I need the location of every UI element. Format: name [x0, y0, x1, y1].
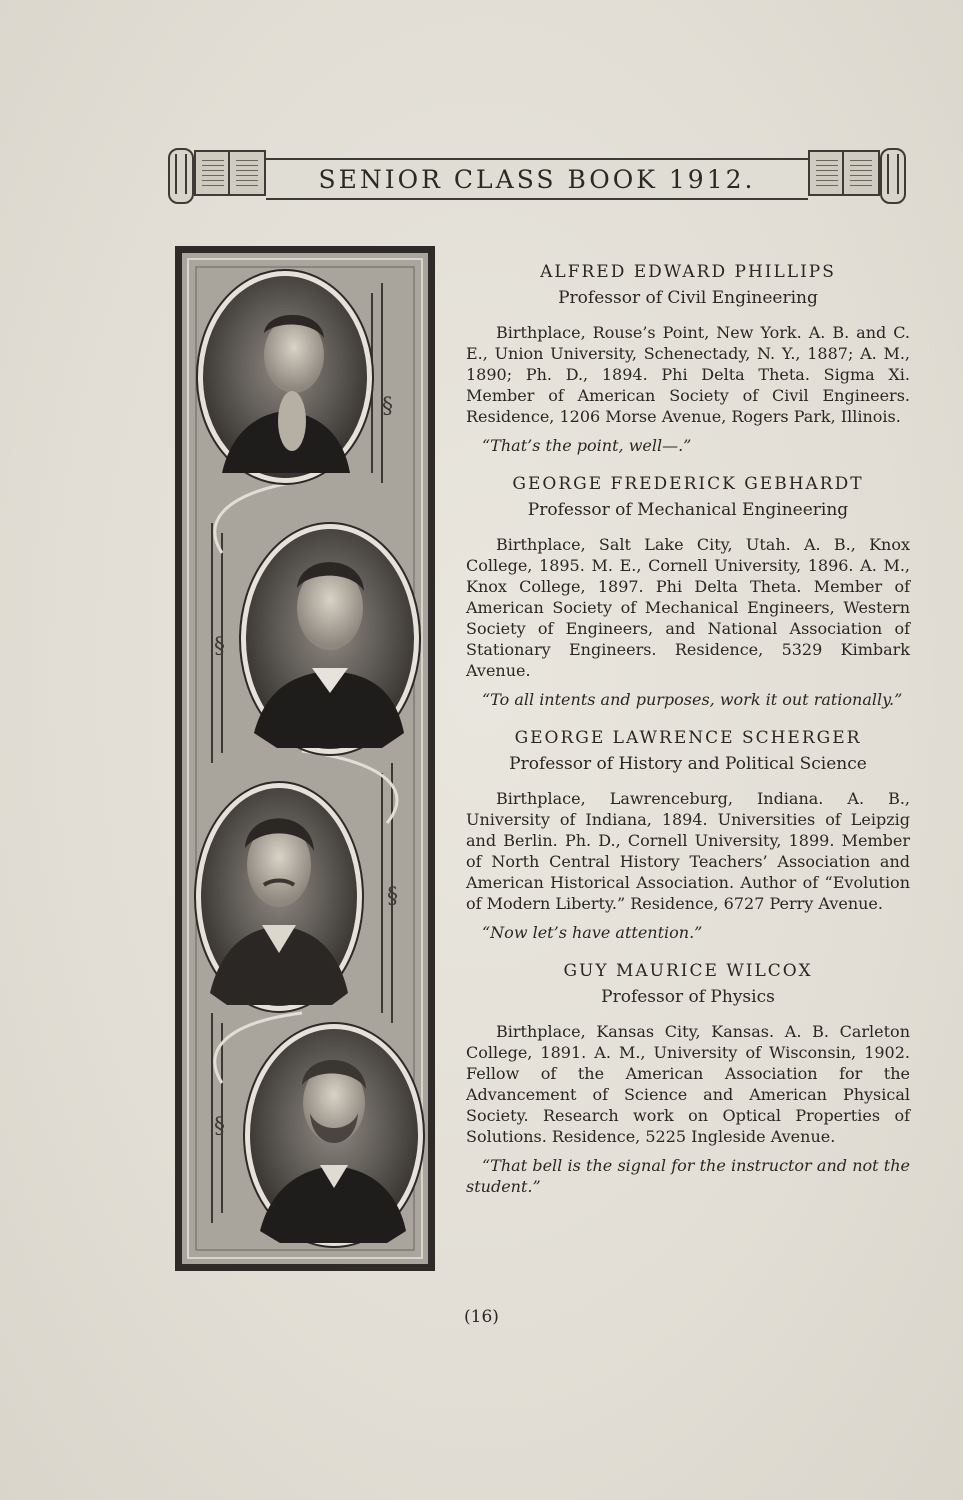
- person-bio: Birthplace, Rouse’s Point, New York. A. B. and C. E., Union University, Schenectady, N. Y., 1887; A. M., 1890; Ph. D., 1894. Phi Delta Theta. Sigma Xi. Member of American Society of Civil Engineers. Residence, 1206 Morse Avenue, Rogers Park, Illinois.: [466, 323, 910, 426]
- person-quote: “To all intents and purposes, work it out rationally.”: [482, 690, 903, 709]
- open-book-icon: [194, 150, 266, 196]
- banner-title: SENIOR CLASS BOOK 1912.: [318, 164, 756, 194]
- svg-text:§: §: [214, 1114, 225, 1139]
- person-bio: Birthplace, Lawrenceburg, Indiana. A. B., University of Indiana, 1894. Universities of Leipzig and Berlin. Ph. D., Cornell University, 1899. Member of North Central History Teachers’ Association and American Historical Association. Author of “Evolution of Modern Liberty.” Residence, 6727 Perry Avenue.: [466, 789, 910, 913]
- banner-ribbon: [266, 158, 808, 200]
- person-title: Professor of Mechanical Engineering: [527, 500, 849, 520]
- portrait-phillips-icon: [197, 270, 373, 484]
- person-name: GEORGE LAWRENCE SCHERGER: [514, 728, 862, 748]
- person-name: GUY MAURICE WILCOX: [563, 961, 813, 981]
- person-title: Professor of Civil Engineering: [558, 288, 818, 308]
- person-quote: “That’s the point, well—.”: [482, 436, 692, 455]
- person-bio: Birthplace, Salt Lake City, Utah. A. B., Knox College, 1895. M. E., Cornell University, 1896. A. M., Knox College, 1897. Phi Delta Theta. Member of American Society of Mechanical Engineers, Western Society of Engineers, and National Association of Stationary Engineers. Residence, 5329 Kimbark Avenue.: [466, 535, 910, 680]
- portrait-scherger-icon: [195, 782, 363, 1012]
- entry-wilcox: [466, 961, 910, 1197]
- scroll-ornament-icon: [880, 148, 906, 204]
- entry-phillips: [466, 262, 910, 456]
- portrait-frame-art: [182, 253, 428, 1264]
- svg-text:§: §: [214, 634, 225, 659]
- header-banner: [168, 144, 906, 204]
- person-name: GEORGE FREDERICK GEBHARDT: [512, 474, 864, 494]
- biographies: [466, 262, 910, 1215]
- person-quote: “Now let’s have attention.”: [482, 923, 703, 942]
- portrait-panel-inner: [182, 253, 428, 1264]
- page-number: (16): [464, 1307, 499, 1327]
- person-bio: Birthplace, Kansas City, Kansas. A. B. Carleton College, 1891. A. M., University of Wisconsin, 1902. Fellow of the American Association for the Advancement of Science and American Physical Society. Research work on Optical Properties of Solutions. Residence, 5225 Ingleside Avenue.: [466, 1022, 910, 1146]
- portrait-gebhardt-icon: [240, 523, 420, 755]
- person-title: Professor of Physics: [601, 987, 775, 1007]
- person-name: ALFRED EDWARD PHILLIPS: [540, 262, 836, 282]
- svg-text:§: §: [382, 394, 393, 419]
- svg-text:§: §: [387, 884, 398, 909]
- entry-gebhardt: [466, 474, 910, 710]
- entry-scherger: [466, 728, 910, 943]
- portrait-wilcox-icon: [244, 1023, 424, 1247]
- closed-book-icon: [808, 150, 880, 196]
- person-quote: “That bell is the signal for the instructor and not the student.”: [466, 1156, 910, 1196]
- portrait-panel: [175, 246, 435, 1271]
- scroll-ornament-icon: [168, 148, 194, 204]
- person-title: Professor of History and Political Science: [509, 754, 867, 774]
